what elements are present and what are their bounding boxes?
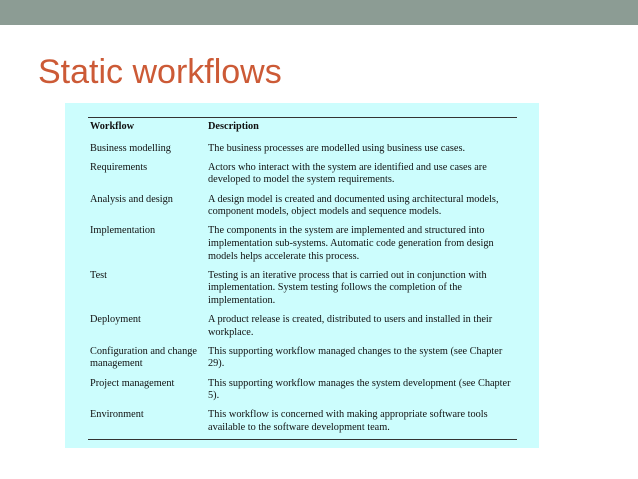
workflow-name: Project management <box>90 377 175 389</box>
table-row <box>90 143 515 162</box>
slide-title: Static workflows <box>38 53 282 91</box>
workflow-description: This workflow is concerned with making appropriate software tools available to the software development team. <box>208 409 488 434</box>
workflow-name: Test <box>90 269 108 281</box>
workflow-name: Analysis and design <box>90 193 173 205</box>
table-top-rule <box>88 117 517 118</box>
workflow-name: Deployment <box>90 314 141 326</box>
table-row <box>90 346 515 378</box>
workflow-description: This supporting workflow managed changes to the system (see Chapter 29). <box>208 345 503 370</box>
table-row <box>90 409 515 441</box>
workflow-name: Business modelling <box>90 142 171 154</box>
workflow-description: A design model is created and documented using architectural models, component models, object models and sequence models. <box>208 193 499 218</box>
header-description: Description <box>208 121 259 132</box>
table-header-row <box>90 121 515 143</box>
table-row <box>90 194 515 226</box>
table-bottom-rule <box>88 439 517 440</box>
header-workflow: Workflow <box>90 121 135 132</box>
table-row <box>90 378 515 410</box>
workflow-description: Actors who interact with the system are identified and use cases are developed to model the system requirements. <box>208 161 487 186</box>
table-row <box>90 162 515 194</box>
workflow-name: Requirements <box>90 161 148 173</box>
workflow-description: The components in the system are implemented and structured into implementation sub-systems. Automatic code generation from design models helps accelerate this process. <box>208 225 494 262</box>
workflow-description: This supporting workflow manages the system development (see Chapter 5). <box>208 377 511 402</box>
workflow-name: Configuration and change management <box>90 345 197 370</box>
table-row <box>90 314 515 346</box>
workflow-description: Testing is an iterative process that is carried out in conjunction with implementation. System testing follows the completion of the implementation. <box>208 269 487 306</box>
workflow-name: Implementation <box>90 225 156 237</box>
workflow-table-panel <box>65 103 539 448</box>
slide-top-bar <box>0 0 638 25</box>
table-row <box>90 270 515 314</box>
workflow-name: Environment <box>90 409 144 421</box>
workflow-table <box>90 121 515 441</box>
workflow-description: The business processes are modelled using business use cases. <box>208 142 466 154</box>
workflow-description: A product release is created, distributed to users and installed in their workplace. <box>208 314 493 338</box>
table-row <box>90 225 515 269</box>
